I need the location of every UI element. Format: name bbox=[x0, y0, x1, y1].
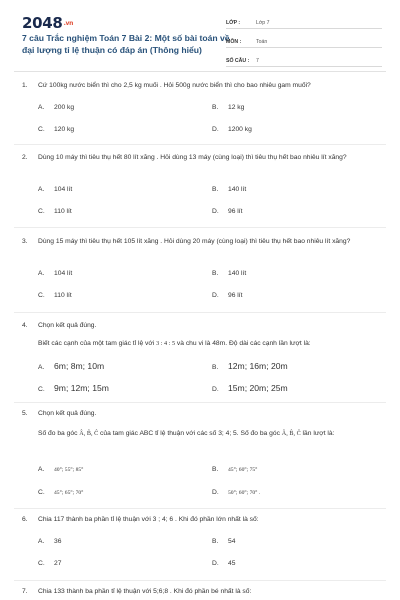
option-letter: B. bbox=[212, 186, 219, 193]
option-4b[interactable] bbox=[212, 361, 288, 371]
detail-text: Biết các cạnh của một tam giác tỉ lệ với bbox=[38, 340, 157, 347]
option-text: 1200 kg bbox=[228, 126, 252, 133]
question-divider bbox=[14, 227, 386, 228]
option-letter: D. bbox=[212, 560, 219, 567]
question-4-detail bbox=[38, 338, 378, 349]
option-3b[interactable] bbox=[212, 270, 246, 277]
option-letter: D. bbox=[212, 489, 219, 496]
question-number: 7. bbox=[22, 588, 28, 595]
option-text: 9m; 12m; 15m bbox=[54, 383, 109, 393]
meta-row-count bbox=[226, 52, 382, 67]
option-text: 54 bbox=[228, 538, 236, 545]
option-text: 200 kg bbox=[54, 104, 75, 111]
option-letter: A. bbox=[38, 538, 45, 545]
option-5c[interactable] bbox=[38, 489, 83, 496]
option-text: 140 lít bbox=[228, 270, 247, 277]
option-letter: C. bbox=[38, 292, 45, 299]
quiz-meta bbox=[226, 14, 382, 71]
meta-value: 7 bbox=[256, 58, 259, 64]
question-number: 6. bbox=[22, 516, 28, 523]
option-letter: D. bbox=[212, 126, 219, 133]
option-text: 45 bbox=[228, 560, 236, 567]
option-letter: C. bbox=[38, 208, 45, 215]
question-2 bbox=[22, 152, 372, 163]
option-text: 40°; 55°; 85° bbox=[54, 467, 84, 473]
detail-text: lần lượt là: bbox=[300, 430, 335, 437]
question-divider bbox=[14, 402, 386, 403]
question-number: 2. bbox=[22, 154, 28, 161]
option-4d[interactable] bbox=[212, 383, 288, 393]
option-text: 50°; 60°; 70° . bbox=[228, 490, 261, 496]
option-5d[interactable] bbox=[212, 489, 260, 496]
meta-row-grade bbox=[226, 14, 382, 29]
question-divider bbox=[14, 580, 386, 581]
option-1b[interactable] bbox=[212, 104, 244, 111]
meta-value: Lớp 7 bbox=[256, 20, 270, 26]
option-text: 6m; 8m; 10m bbox=[54, 361, 105, 371]
question-text: Dùng 15 máy thì tiêu thụ hết 105 lít xăng . Hỏi dùng 20 máy (cùng loại) thì tiêu thụ hết bao nhiêu lít xăng? bbox=[38, 238, 351, 245]
question-divider bbox=[14, 144, 386, 145]
option-text: 45°; 60°; 75° bbox=[228, 467, 258, 473]
option-letter: B. bbox=[212, 270, 219, 277]
option-2d[interactable] bbox=[212, 208, 243, 215]
question-text: Chia 117 thành ba phần tỉ lệ thuận với 3 ; 4; 6 . Khi đó phần lớn nhất là số: bbox=[38, 516, 259, 523]
angles-text: Â, B̂, Ĉ bbox=[281, 430, 301, 437]
option-letter: B. bbox=[212, 364, 219, 371]
question-number: 1. bbox=[22, 82, 28, 89]
page-title: 7 câu Trắc nghiệm Toán 7 Bài 2: Một số bài toán về đại lượng tỉ lệ thuận có đáp án (Thông hiểu) bbox=[22, 33, 230, 55]
question-6 bbox=[22, 514, 372, 525]
option-letter: C. bbox=[38, 386, 45, 393]
option-text: 110 lít bbox=[54, 208, 72, 215]
meta-row-subject bbox=[226, 33, 382, 48]
option-text: 110 lít bbox=[54, 292, 72, 299]
question-5 bbox=[22, 408, 372, 419]
option-text: 140 lít bbox=[228, 186, 247, 193]
question-divider bbox=[14, 508, 386, 509]
option-text: 104 lít bbox=[54, 270, 73, 277]
question-7 bbox=[22, 586, 372, 597]
option-letter: A. bbox=[38, 270, 45, 277]
logo-main: 2048 bbox=[22, 14, 63, 32]
option-3a[interactable] bbox=[38, 270, 72, 277]
logo-suffix: .vn bbox=[63, 20, 74, 27]
option-text: 96 lít bbox=[228, 208, 243, 215]
option-text: 27 bbox=[54, 560, 62, 567]
option-3d[interactable] bbox=[212, 292, 243, 299]
option-letter: B. bbox=[212, 466, 219, 473]
detail-text: và chu vi là 48m. Độ dài các cạnh lần lượt là: bbox=[175, 340, 311, 347]
question-text: Chọn kết quả đúng. bbox=[38, 322, 97, 329]
option-text: 12 kg bbox=[228, 104, 245, 111]
header-divider bbox=[14, 71, 386, 72]
question-text: Chia 133 thành ba phần tỉ lệ thuận với 5;6;8 . Khi đó phần bé nhất là số: bbox=[38, 588, 252, 595]
question-text: Cứ 100kg nước biển thì cho 2,5 kg muối . Hỏi 500g nước biển thì cho bao nhiêu gam muối? bbox=[38, 82, 311, 89]
meta-value: Toán bbox=[256, 39, 268, 45]
option-letter: C. bbox=[38, 126, 45, 133]
option-text: 45°; 65°; 70° bbox=[54, 490, 84, 496]
option-4c[interactable] bbox=[38, 383, 109, 393]
option-text: 120 kg bbox=[54, 126, 75, 133]
question-3 bbox=[22, 236, 372, 247]
option-letter: B. bbox=[212, 104, 219, 111]
ratio-text: 3 : 4 : 5 bbox=[156, 340, 176, 347]
site-logo[interactable] bbox=[22, 14, 73, 32]
detail-text: Số đo ba góc bbox=[38, 430, 80, 437]
option-3c[interactable] bbox=[38, 292, 72, 299]
question-text: Chọn kết quả đúng. bbox=[38, 410, 97, 417]
question-1 bbox=[22, 80, 372, 91]
question-text: Dùng 10 máy thì tiêu thụ hết 80 lít xăng . Hỏi dùng 13 máy (cùng loại) thì tiêu thụ hết bao nhiêu lít xăng? bbox=[38, 154, 347, 161]
option-1a[interactable] bbox=[38, 104, 74, 111]
option-letter: A. bbox=[38, 364, 45, 371]
option-1d[interactable] bbox=[212, 126, 252, 133]
detail-text: của tam giác ABC tỉ lệ thuận với các số 3; 4; 5. Số đo ba góc bbox=[98, 430, 282, 437]
question-divider bbox=[14, 312, 386, 313]
option-text: 36 bbox=[54, 538, 62, 545]
option-6b[interactable] bbox=[212, 538, 235, 545]
option-letter: D. bbox=[212, 386, 219, 393]
option-text: 12m; 16m; 20m bbox=[228, 361, 288, 371]
option-4a[interactable] bbox=[38, 361, 104, 371]
option-5a[interactable] bbox=[38, 466, 83, 473]
question-number: 5. bbox=[22, 410, 28, 417]
option-letter: C. bbox=[38, 489, 45, 496]
meta-label: SỐ CÂU : bbox=[226, 58, 250, 64]
option-6d[interactable] bbox=[212, 560, 235, 567]
question-4 bbox=[22, 320, 372, 331]
option-letter: B. bbox=[212, 538, 219, 545]
option-letter: D. bbox=[212, 292, 219, 299]
option-2b[interactable] bbox=[212, 186, 246, 193]
option-6a[interactable] bbox=[38, 538, 61, 545]
option-2c[interactable] bbox=[38, 208, 72, 215]
option-letter: A. bbox=[38, 104, 45, 111]
option-text: 96 lít bbox=[228, 292, 243, 299]
question-5-detail bbox=[38, 428, 378, 440]
meta-label: MÔN : bbox=[226, 39, 242, 45]
question-number: 3. bbox=[22, 238, 28, 245]
question-number: 4. bbox=[22, 322, 28, 329]
option-letter: A. bbox=[38, 466, 45, 473]
option-text: 15m; 20m; 25m bbox=[228, 383, 288, 393]
meta-label: LỚP : bbox=[226, 20, 241, 26]
option-6c[interactable] bbox=[38, 560, 61, 567]
option-letter: C. bbox=[38, 560, 45, 567]
option-text: 104 lít bbox=[54, 186, 73, 193]
option-letter: A. bbox=[38, 186, 45, 193]
option-1c[interactable] bbox=[38, 126, 74, 133]
angles-text: Â, B̂, Ĉ bbox=[79, 430, 99, 437]
option-5b[interactable] bbox=[212, 466, 257, 473]
option-letter: D. bbox=[212, 208, 219, 215]
option-2a[interactable] bbox=[38, 186, 72, 193]
